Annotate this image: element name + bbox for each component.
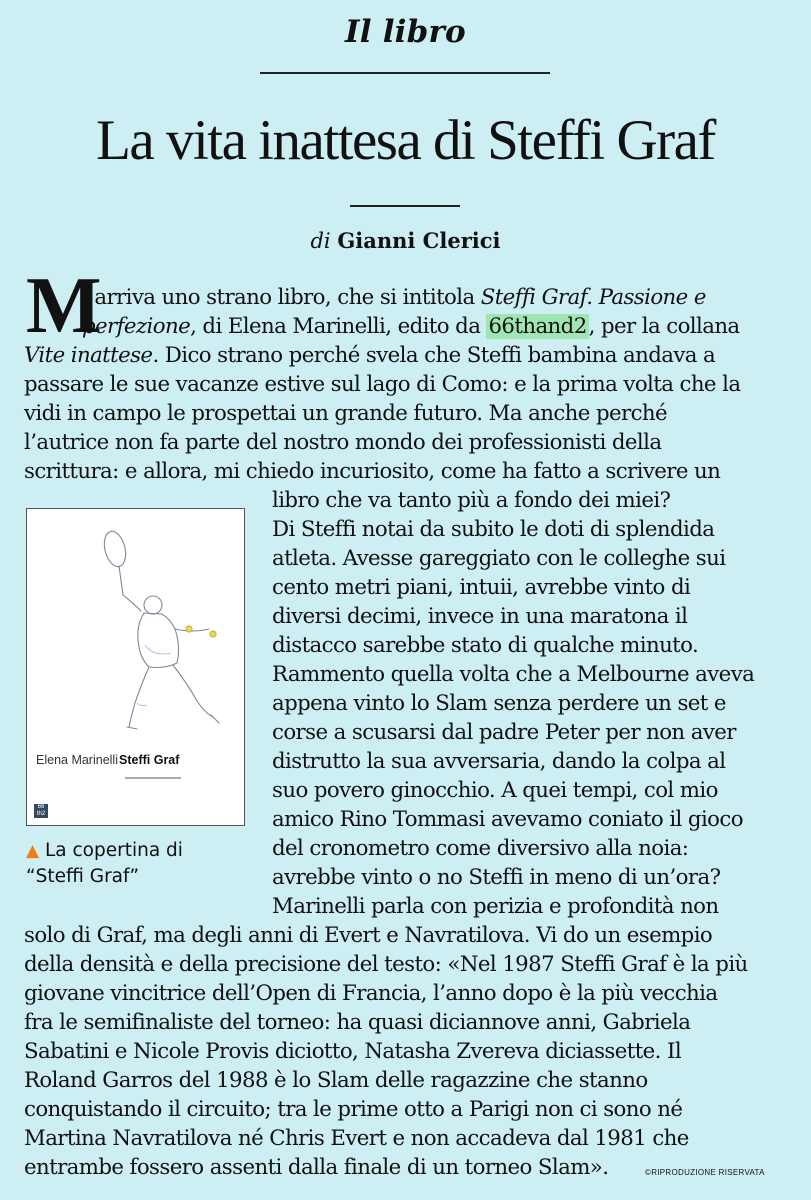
cover-title: Steffi Graf: [119, 753, 180, 767]
text-span: i arriva uno strano libro, che si intitola: [82, 285, 481, 310]
body-line: avrebbe vinto o no Steffi in meno di un’ora?: [272, 865, 721, 890]
body-line: distrutto la sua avversaria, dando la colpa al: [272, 749, 726, 774]
copyright-notice: ©RIPRODUZIONE RISERVATA: [645, 1168, 765, 1177]
body-line: Martina Navratilova né Chris Evert e non accadeva dal 1981 che: [24, 1126, 689, 1151]
body-line: appena vinto lo Slam senza perdere un set e: [272, 691, 726, 716]
series-italic: Vite inattese: [24, 343, 153, 368]
text-span: , per la collana: [588, 314, 740, 339]
body-line: Rammento quella volta che a Melbourne aveva: [272, 662, 755, 687]
body-line: libro che va tanto più a fondo dei miei?: [272, 488, 671, 513]
body-line: entrambe fossero assenti dalla finale di un torneo Slam».: [24, 1155, 609, 1180]
body-line: [24, 342, 715, 370]
book-title-italic: Steffi Graf. Passione e: [480, 285, 706, 310]
body-line: [82, 284, 706, 312]
tennis-player-illustration: [37, 517, 237, 747]
text-span: , di Elena Marinelli, edito da: [190, 314, 487, 339]
drop-cap: M: [26, 262, 102, 350]
body-line: distacco sarebbe stato di qualche minuto.: [272, 633, 699, 658]
body-line: passare le sue vacanze estive sul lago di Como: e la prima volta che la: [24, 372, 741, 397]
body-line: conquistando il circuito; tra le prime otto a Parigi non ci sono né: [24, 1097, 683, 1122]
body-line: atleta. Avesse gareggiato con le colleghe sui: [272, 546, 726, 571]
body-line: solo di Graf, ma degli anni di Evert e Navratilova. Vi do un esempio: [24, 923, 713, 948]
byline-author: Gianni Clerici: [337, 228, 501, 253]
body-line: vidi in campo le prospettai un grande futuro. Ma anche perché: [24, 401, 668, 426]
body-line: Marinelli parla con perizia e profondità non: [272, 894, 719, 919]
body-line: cento metri piani, intuii, avrebbe vinto di: [272, 575, 691, 600]
cover-author: Elena Marinelli: [36, 753, 118, 767]
caption-line-1: La copertina di: [44, 840, 183, 861]
body-line: del cronometro come diversivo alla noia:: [272, 836, 689, 861]
body-line: scrittura: e allora, mi chiedo incuriosito, come ha fatto a scrivere un: [24, 459, 721, 484]
top-divider: [260, 72, 550, 74]
body-line: diversi decimi, invece in una maratona il: [272, 604, 688, 629]
body-line: [82, 313, 740, 341]
text-span: . Dico strano perché svela che Steffi bambina andava a: [152, 343, 716, 368]
body-line: suo povero ginocchio. A quei tempi, col mio: [272, 778, 718, 803]
cover-subtitle-line: [125, 777, 181, 779]
body-line: della densità e della precisione del testo: «Nel 1987 Steffi Graf è la più: [24, 952, 748, 977]
byline-prefix: di: [310, 229, 331, 253]
book-cover-image: [26, 508, 245, 826]
caption-line-2: “Steffi Graf”: [26, 866, 140, 887]
section-kicker: Il libro: [345, 14, 466, 50]
body-line: amico Rino Tommasi avevamo coniato il gioco: [272, 807, 743, 832]
publisher-highlight: 66thand2: [488, 314, 587, 339]
caption-arrow-icon: ▲: [26, 841, 40, 861]
body-line: giovane vincitrice dell’Open di Francia, l’anno dopo è la più vecchia: [24, 981, 718, 1006]
body-line: l’autrice non fa parte del nostro mondo dei professionisti della: [24, 430, 662, 455]
body-line: Di Steffi notai da subito le doti di splendida: [272, 517, 715, 542]
article-headline: La vita inattesa di Steffi Graf: [96, 109, 715, 172]
headline-divider: [350, 205, 460, 207]
book-subtitle-italic: perfezione: [82, 314, 191, 339]
body-line: Sabatini e Nicole Provis diciotto, Natasha Zvereva diciassette. Il: [24, 1039, 682, 1064]
body-line: Roland Garros del 1988 è lo Slam delle ragazzine che stanno: [24, 1068, 648, 1093]
body-line: corse a scusarsi dal padre Peter per non aver: [272, 720, 736, 745]
byline: [0, 228, 811, 253]
image-caption: [26, 838, 183, 890]
body-line: fra le semifinaliste del torneo: ha quasi diciannove anni, Gabriela: [24, 1010, 691, 1035]
publisher-logo: 66 th2: [34, 804, 48, 818]
